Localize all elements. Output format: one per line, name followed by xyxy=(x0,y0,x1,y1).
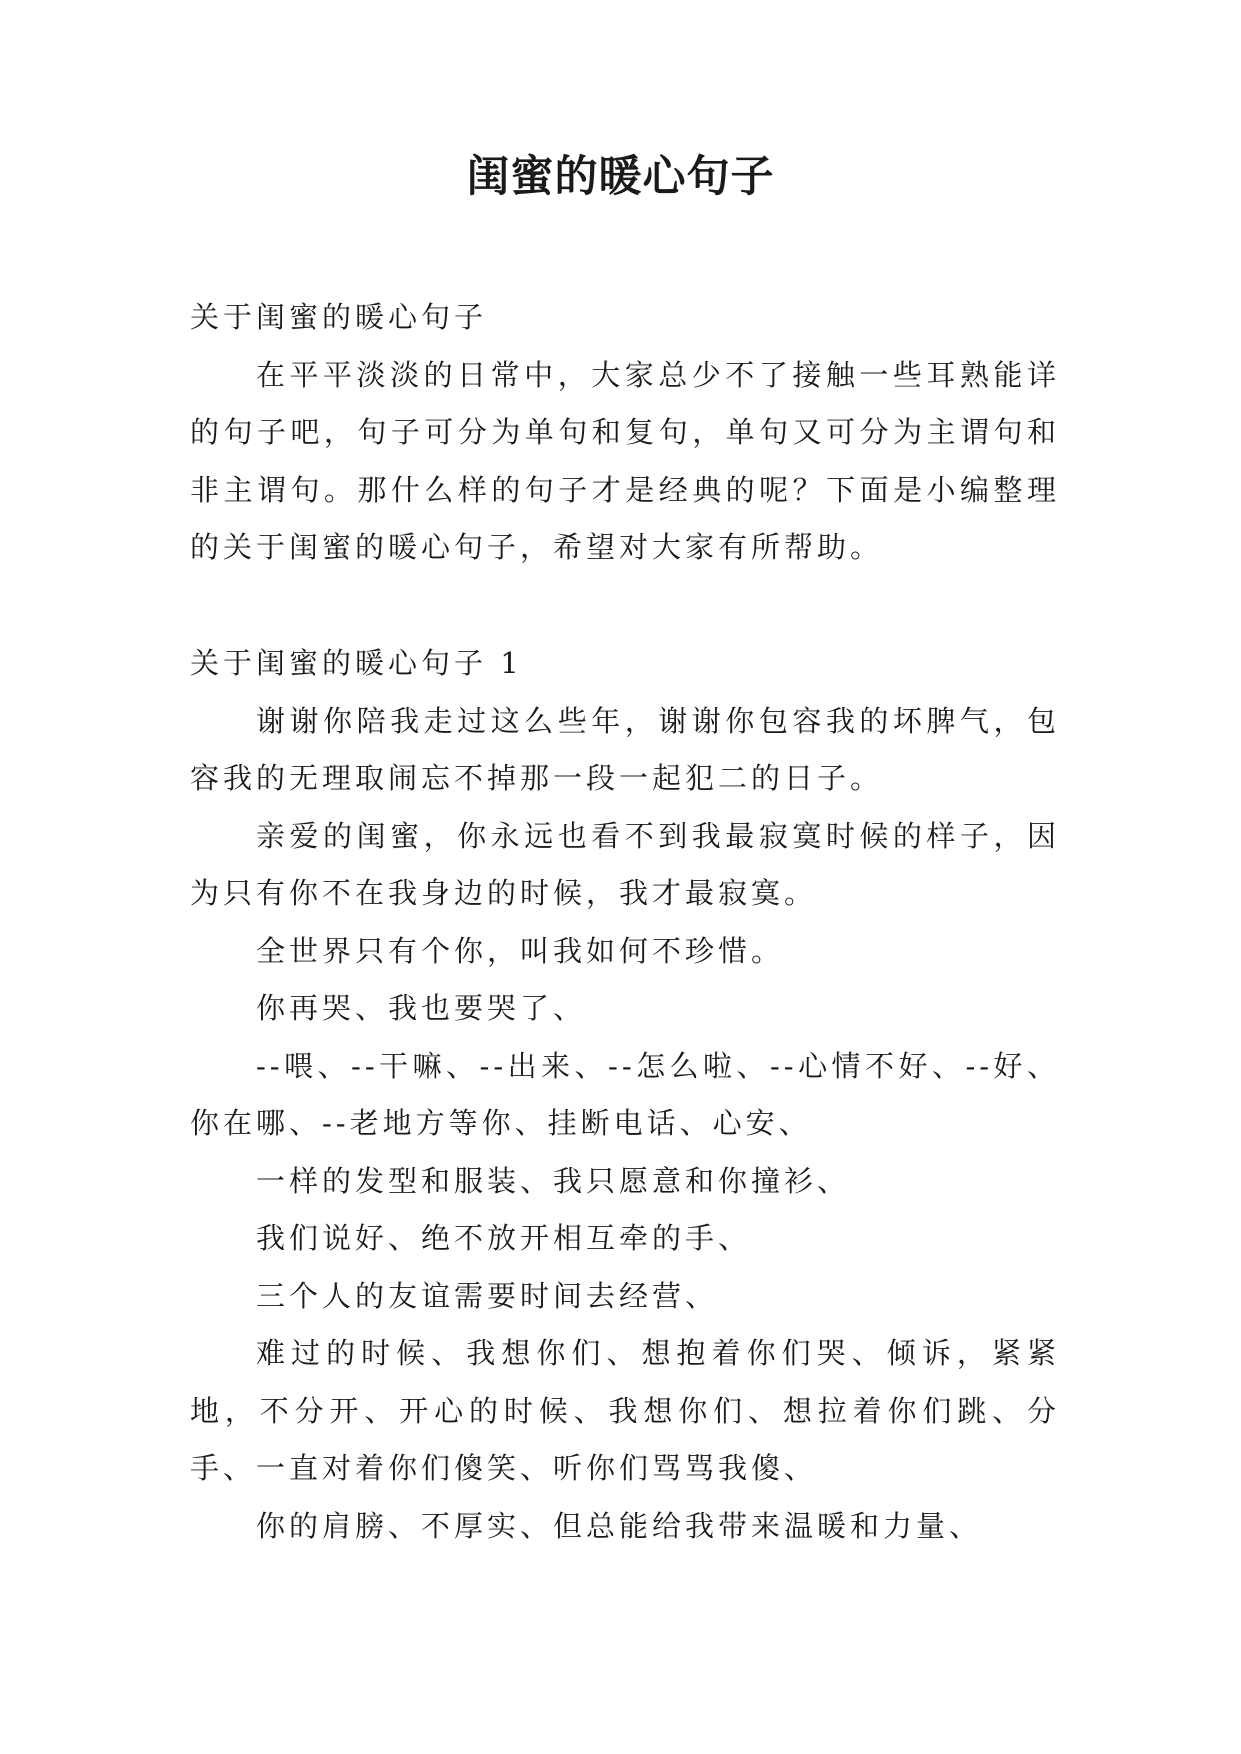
section-1-paragraph: 难过的时候、我想你们、想抱着你们哭、倾诉，紧紧地，不分开、开心的时候、我想你们、想拉着你们跳、分手、一直对着你们傻笑、听你们骂骂我傻、 xyxy=(190,1336,1060,1485)
section-1-paragraph: 你的肩膀、不厚实、但总能给我带来温暖和力量、 xyxy=(256,1508,983,1543)
section-1-paragraph: 亲爱的闺蜜，你永远也看不到我最寂寞时候的样子，因为只有你不在我身边的时候，我才最寂寞。 xyxy=(190,818,1060,910)
section-1-paragraph: --喂、--干嘛、--出来、--怎么啦、--心情不好、--好、你在哪、--老地方等你、挂断电话、心安、 xyxy=(190,1048,1060,1140)
section-1 xyxy=(190,635,1060,1555)
section-1-paragraph: 你再哭、我也要哭了、 xyxy=(256,991,587,1025)
section-1-paragraph: 三个人的友谊需要时间去经营、 xyxy=(256,1278,719,1313)
intro-heading: 关于闺蜜的暖心句子 xyxy=(190,300,488,334)
section-1-paragraph: 我们说好、绝不放开相互牵的手、 xyxy=(256,1221,752,1255)
section-1-paragraph: 谢谢你陪我走过这么些年，谢谢你包容我的坏脾气，包容我的无理取闹忘不掉那一段一起犯二的日子。 xyxy=(190,703,1060,795)
section-1-paragraph: 全世界只有个你，叫我如何不珍惜。 xyxy=(256,933,785,968)
section-1-heading: 关于闺蜜的暖心句子 1 xyxy=(190,646,523,680)
intro-paragraph: 在平平淡淡的日常中，大家总少不了接触一些耳熟能详的句子吧，句子可分为单句和复句，单句又可分为主谓句和非主谓句。那什么样的句子才是经典的呢？下面是小编整理的关于闺蜜的暖心句子，希望对大家有所帮助。 xyxy=(190,357,1060,564)
document-title: 闺蜜的暖心句子 xyxy=(466,152,775,202)
intro-section xyxy=(190,289,1060,577)
section-1-paragraph: 一样的发型和服装、我只愿意和你撞衫、 xyxy=(256,1163,851,1198)
